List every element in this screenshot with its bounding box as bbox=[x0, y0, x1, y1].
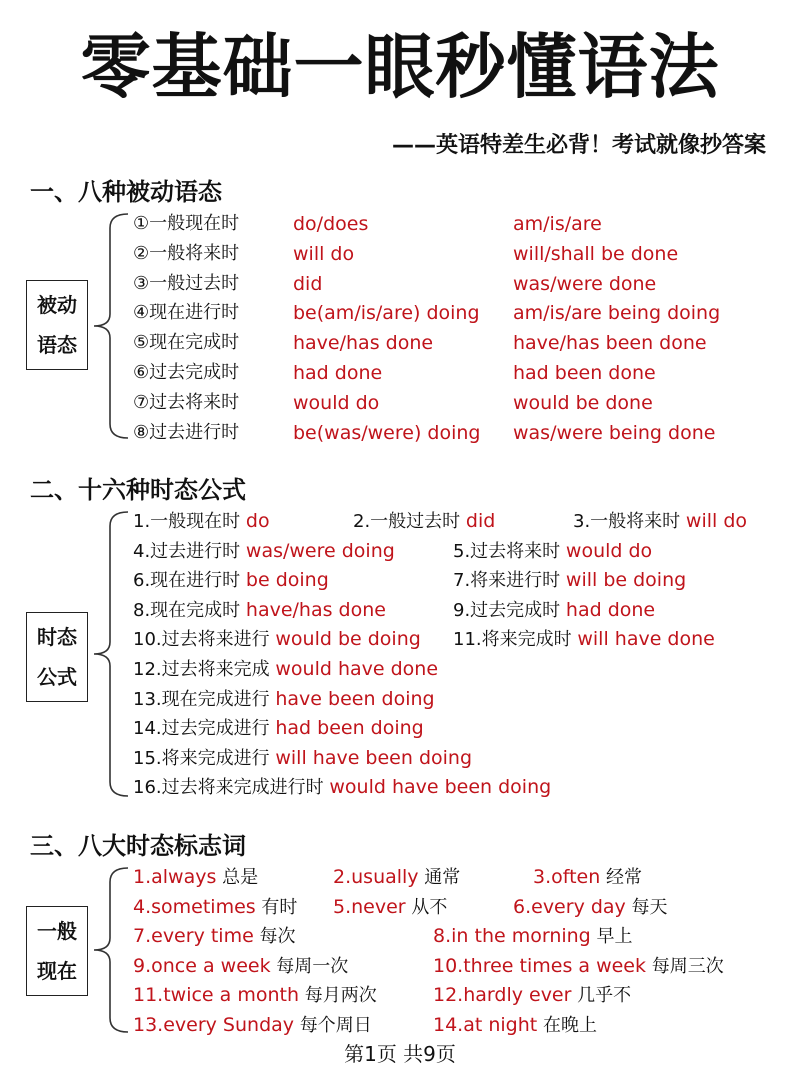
signal-word-meaning: 每周一次 bbox=[270, 955, 349, 977]
active-form: do/does bbox=[293, 213, 369, 235]
signal-word-meaning: 每次 bbox=[253, 926, 296, 948]
signal-word-item bbox=[433, 1013, 597, 1038]
signal-word-item bbox=[333, 895, 447, 920]
signal-word-item bbox=[433, 924, 632, 949]
signal-word: 12.hardly ever bbox=[433, 984, 572, 1007]
tense-name: ①一般现在时 bbox=[133, 213, 240, 234]
tense-formula: had done bbox=[565, 598, 656, 621]
tense-formula-item bbox=[133, 687, 435, 712]
page-subtitle: ——英语特差生必背！考试就像抄答案 bbox=[391, 133, 766, 158]
tense-formula: will be doing bbox=[565, 569, 687, 592]
section1-label-line1: 被动 bbox=[37, 293, 77, 317]
signal-word-meaning: 经常 bbox=[600, 867, 643, 888]
tense-formula: had been doing bbox=[275, 717, 424, 740]
tense-formula-item bbox=[133, 627, 421, 652]
signal-word-meaning: 每个周日 bbox=[294, 1015, 372, 1036]
passive-form: had been done bbox=[513, 362, 656, 384]
tense-formula-item bbox=[133, 657, 438, 682]
tense-formula-item bbox=[453, 568, 686, 593]
signal-word-meaning: 每周三次 bbox=[646, 955, 724, 977]
tense-formula: have been doing bbox=[275, 687, 435, 710]
signal-word-meaning: 从不 bbox=[405, 896, 448, 918]
tense-formula-item bbox=[133, 716, 424, 741]
section3-label-box bbox=[26, 906, 88, 996]
signal-word-meaning: 每天 bbox=[625, 896, 668, 918]
tense-label: 12.过去将来完成 bbox=[133, 659, 276, 680]
signal-word: 7.every time bbox=[133, 925, 254, 948]
tense-label: 2.一般过去时 bbox=[353, 511, 466, 532]
tense-formula-item bbox=[573, 509, 747, 534]
section3-brace-icon bbox=[88, 864, 138, 1036]
section1-brace-icon bbox=[88, 210, 138, 442]
tense-name: ⑤现在完成时 bbox=[133, 332, 240, 354]
signal-word-item bbox=[533, 865, 642, 890]
tense-name: ⑦过去将来时 bbox=[133, 391, 240, 413]
signal-word: 5.never bbox=[333, 895, 406, 918]
section2-label-line1: 时态 bbox=[37, 625, 77, 649]
tense-formula: would have been doing bbox=[329, 776, 552, 799]
tense-label: 6.现在进行时 bbox=[133, 570, 246, 592]
section3-label-line2: 现在 bbox=[37, 959, 77, 983]
tense-label: 15.将来完成进行 bbox=[133, 747, 276, 769]
active-form: did bbox=[293, 272, 323, 295]
active-form: will do bbox=[293, 242, 355, 265]
section3-label-line1: 一般 bbox=[37, 919, 77, 943]
active-form: would do bbox=[293, 391, 380, 414]
signal-word: 9.once a week bbox=[133, 954, 271, 977]
section1-heading: 一、八种被动语态 bbox=[30, 178, 222, 206]
tense-formula-item bbox=[353, 509, 495, 534]
passive-form: was/were being done bbox=[513, 421, 716, 444]
tense-formula: did bbox=[465, 510, 496, 532]
active-form: have/has done bbox=[293, 332, 434, 355]
active-form: be(am/is/are) doing bbox=[293, 302, 480, 325]
signal-word-item bbox=[513, 895, 668, 920]
tense-formula-item bbox=[453, 627, 715, 652]
active-form: be(was/were) doing bbox=[293, 421, 481, 444]
tense-formula-item bbox=[133, 746, 472, 771]
tense-label: 11.将来完成时 bbox=[453, 629, 578, 651]
signal-word-item bbox=[433, 954, 724, 979]
section1-label-box bbox=[26, 280, 88, 370]
signal-word-item bbox=[133, 895, 297, 920]
section1-label-line2: 语态 bbox=[37, 333, 77, 357]
signal-word-item bbox=[133, 983, 377, 1008]
signal-word: 4.sometimes bbox=[133, 895, 256, 918]
tense-formula-item bbox=[133, 568, 329, 593]
signal-word-meaning: 在晚上 bbox=[537, 1015, 597, 1036]
signal-word: 10.three times a week bbox=[433, 954, 646, 977]
signal-word-item bbox=[133, 1013, 372, 1038]
tense-formula: will have been doing bbox=[275, 746, 473, 769]
tense-formula: would be doing bbox=[275, 628, 421, 651]
tense-formula-item bbox=[133, 509, 270, 534]
tense-label: 3.一般将来时 bbox=[573, 511, 686, 532]
tense-label: 8.现在完成时 bbox=[133, 599, 246, 621]
signal-word: 3.often bbox=[533, 866, 601, 888]
page-footer: 第1页 共9页 bbox=[344, 1042, 456, 1066]
tense-label: 10.过去将来进行 bbox=[133, 629, 276, 651]
page-title: 零基础一眼秒懂语法 bbox=[80, 26, 720, 108]
signal-word-item bbox=[333, 865, 460, 890]
signal-word-item bbox=[133, 865, 258, 890]
passive-form: was/were done bbox=[513, 272, 657, 295]
tense-formula: do bbox=[245, 510, 270, 532]
signal-word-meaning: 几乎不 bbox=[571, 985, 632, 1007]
signal-word-meaning: 每月两次 bbox=[299, 985, 377, 1007]
signal-word: 8.in the morning bbox=[433, 925, 591, 948]
tense-name: ④现在进行时 bbox=[133, 302, 240, 324]
section2-label-box bbox=[26, 612, 88, 702]
section2-heading: 二、十六种时态公式 bbox=[30, 476, 246, 504]
signal-word-item bbox=[133, 924, 296, 949]
signal-word: 1.always bbox=[133, 866, 217, 888]
tense-formula: will do bbox=[685, 510, 748, 532]
tense-formula-item bbox=[133, 775, 551, 800]
tense-formula-item bbox=[133, 598, 386, 623]
tense-label: 16.过去将来完成进行时 bbox=[133, 777, 330, 799]
signal-word-meaning: 通常 bbox=[418, 867, 461, 888]
tense-formula: would have done bbox=[275, 658, 439, 680]
section2-label-line2: 公式 bbox=[37, 665, 77, 689]
tense-name: ⑧过去进行时 bbox=[133, 421, 240, 443]
tense-formula-item bbox=[133, 539, 395, 564]
passive-form: have/has been done bbox=[513, 332, 707, 355]
tense-name: ③一般过去时 bbox=[133, 272, 240, 294]
tense-formula-item bbox=[453, 539, 652, 564]
signal-word: 11.twice a month bbox=[133, 984, 300, 1007]
signal-word-meaning: 总是 bbox=[216, 867, 259, 888]
signal-word-meaning: 有时 bbox=[255, 896, 298, 918]
tense-label: 14.过去完成进行 bbox=[133, 718, 276, 740]
passive-form: am/is/are being doing bbox=[513, 302, 721, 325]
signal-word: 13.every Sunday bbox=[133, 1014, 295, 1036]
signal-word-item bbox=[133, 954, 348, 979]
signal-word: 6.every day bbox=[513, 895, 626, 918]
active-form: had done bbox=[293, 362, 383, 384]
tense-formula: would do bbox=[565, 539, 653, 562]
tense-formula: will have done bbox=[577, 628, 715, 651]
tense-label: 4.过去进行时 bbox=[133, 540, 246, 562]
signal-word-item bbox=[433, 983, 631, 1008]
passive-form: am/is/are bbox=[513, 213, 602, 235]
tense-name: ②一般将来时 bbox=[133, 242, 240, 264]
passive-form: would be done bbox=[513, 391, 653, 414]
tense-label: 13.现在完成进行 bbox=[133, 688, 276, 710]
signal-word: 14.at night bbox=[433, 1014, 538, 1036]
section3-heading: 三、八大时态标志词 bbox=[30, 832, 246, 860]
tense-formula: was/were doing bbox=[245, 539, 395, 562]
signal-word-meaning: 早上 bbox=[590, 926, 633, 948]
tense-formula: have/has done bbox=[245, 598, 386, 621]
signal-word: 2.usually bbox=[333, 866, 419, 888]
tense-label: 1.一般现在时 bbox=[133, 511, 246, 532]
tense-name: ⑥过去完成时 bbox=[133, 362, 240, 383]
passive-form: will/shall be done bbox=[513, 242, 679, 265]
tense-label: 9.过去完成时 bbox=[453, 599, 566, 621]
tense-formula-item bbox=[453, 598, 655, 623]
tense-formula: be doing bbox=[245, 569, 329, 592]
tense-label: 7.将来进行时 bbox=[453, 570, 566, 592]
section2-brace-icon bbox=[88, 508, 138, 800]
tense-label: 5.过去将来时 bbox=[453, 540, 566, 562]
